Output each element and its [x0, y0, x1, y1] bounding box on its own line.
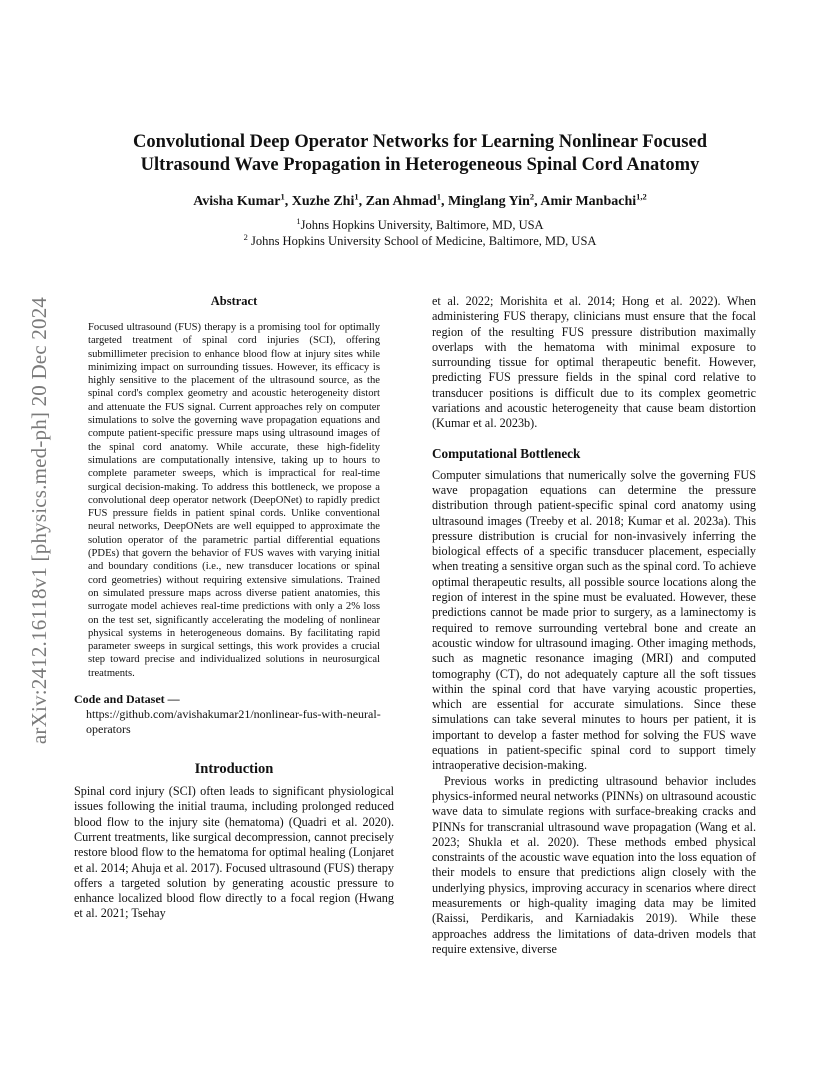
introduction-heading: Introduction: [194, 761, 274, 778]
code-and-dataset: [74, 692, 394, 737]
code-dataset-link[interactable]: https://github.com/avishakumar21/nonlinear-fus-with-neural-operators: [86, 707, 381, 737]
abstract-heading: Abstract: [210, 294, 258, 308]
right-column: [432, 294, 756, 957]
affiliation-1: $^1$Johns Hopkins University, Baltimore, MD, USA: [296, 215, 544, 232]
computational-bottleneck-heading: Computational Bottleneck: [432, 445, 581, 461]
author: Minglang Yin$^2$: [448, 191, 535, 209]
bottleneck-paragraph-1: Computer simulations that numerically solve the governing FUS wave propagation equations can determine the pressure distribution through patient-specific spinal cord anatomy using ultrasound images (Treeby et al. 2018; Kumar et al. 2023a). This pressure distribution is crucial for non-invasively inferring the biological effects of a specific transducer placement, especially when treating a sensitive organ such as the spinal cord. To achieve optimal therapeutic results, all possible source locations along the region of interest in the spine must be evaluated. However, these predictions cannot be made prior to surgery, as a laminectomy is required to remove surrounding vertebral bone and create an acoustic window for ultrasound imaging. Other imaging methods, such as magnetic resonance imaging (MRI) and computed tomography (CT), do not adequately capture all the soft tissues within the spinal cord that have varying acoustic properties, which are essential for accurate simulations. Since these simulations can take several minutes to hours per patient, it is important to develop a faster method for solving the FUS wave equations in patient-specific spinal cord to support timely intraoperative decision-making.: [432, 467, 756, 773]
arxiv-identifier: arXiv:2412.16118v1 [physics.med-ph] 20 Dec 2024: [27, 296, 52, 744]
author: Avisha Kumar$^1$: [193, 191, 285, 209]
author: Xuzhe Zhi$^1$: [291, 191, 359, 209]
author: Zan Ahmad$^1$: [365, 191, 442, 209]
title-line-2: Ultrasound Wave Propagation in Heterogeneous Spinal Cord Anatomy: [140, 155, 700, 175]
author-list: Avisha Kumar$^1$, Xuzhe Zhi$^1$, Zan Ahmad$^1$, Minglang Yin$^2$, Amir Manbachi$^{1,2}$: [193, 191, 647, 209]
left-column: [74, 294, 394, 922]
code-dataset-label: Code and Dataset —: [74, 692, 180, 707]
arxiv-stamp: [22, 240, 58, 800]
affiliation-2: $^2$ Johns Hopkins University School of Medicine, Baltimore, MD, USA: [243, 231, 597, 248]
bottleneck-paragraph-2: Previous works in predicting ultrasound behavior includes physics-informed neural networks (PINNs) on ultrasound acoustic wave data to simulate regions with surface-breaking cracks and PINNs for transcranial ultrasound wave propagation (Wang et al. 2023; Shukla et al. 2020). These methods embed physical constraints of the acoustic wave equation into the loss equation of their models to ensure that predictions align closely with the underlying physics, improving accuracy in scenarios where direct measurements or high-quality imaging data may be limited (Raissi, Perdikaris, and Karniadakis 2019). While these approaches address the limitations of data-driven models that require extensive, diverse: [432, 773, 756, 956]
abstract-text: Focused ultrasound (FUS) therapy is a promising tool for optimally targeted treatment of spinal cord injuries (SCI), offering submillimeter precision to enhance blood flow at injury sites while minimizing impact on surrounding tissues. However, its efficacy is highly sensitive to the placement of the ultrasound source, as the spinal cord's complex geometry and acoustic heterogeneity distort and attenuate the FUS signal. Current approaches rely on computer simulations to solve the governing wave propagation equations and compute patient-specific pressure maps using ultrasound images of the spinal cord anatomy. While accurate, these high-fidelity simulations are computationally intensive, taking up to hours to complete parameter sweeps, which is impractical for real-time surgical decision-making. To address this bottleneck, we propose a convolutional deep operator network (DeepONet) to rapidly predict FUS pressure fields in patient spinal cords. Unlike conventional neural networks, DeepONets are well equipped to approximate the solution operator of the parametric partial differential equations (PDEs) that govern the behavior of FUS waves with varying initial and boundary conditions (i.e., new transducer locations or spinal cord geometries) without requiring extensive simulations. Trained on simulated pressure maps across diverse patient anatomies, this surrogate model achieves real-time predictions with only a 2% loss on the test set, significantly accelerating the modeling of nonlinear physical systems in heterogeneous domains. By facilitating rapid parameter sweeps in surgical settings, this work provides a crucial step toward precise and individualized solutions in neurosurgical treatments.: [88, 322, 380, 679]
paper-title: [60, 131, 780, 177]
title-line-1: Convolutional Deep Operator Networks for Learning Nonlinear Focused: [132, 132, 707, 152]
introduction-text: Spinal cord injury (SCI) often leads to significant physiological issues following the initial trauma, including prolonged reduced blood flow to the injury site (hematoma) (Quadri et al. 2020). Current treatments, like surgical decompression, cannot precisely restore blood flow to the hematoma for optimal healing (Lonjaret et al. 2014; Ahuja et al. 2017). Focused ultrasound (FUS) therapy offers a targeted solution by generating acoustic pressure to enhance localized blood flow directly to a focal region (Hwang et al. 2021; Tsehay: [74, 784, 394, 921]
author: Amir Manbachi$^{1,2}$: [540, 191, 647, 209]
affiliations: [60, 217, 780, 249]
introduction-continuation: et al. 2022; Morishita et al. 2014; Hong et al. 2022). When administering FUS therapy, clinicians must ensure that the focal region of the resulting FUS pressure distribution maximally overlaps with the hematoma with minimal exposure to surrounding tissue for optimal therapeutic benefit. However, predicting FUS pressure fields in the spinal cord relative to transducer positions is difficult due to its complex geometric variations and acoustic heterogeneity that cause beam distortion (Kumar et al. 2023b).: [432, 294, 756, 431]
